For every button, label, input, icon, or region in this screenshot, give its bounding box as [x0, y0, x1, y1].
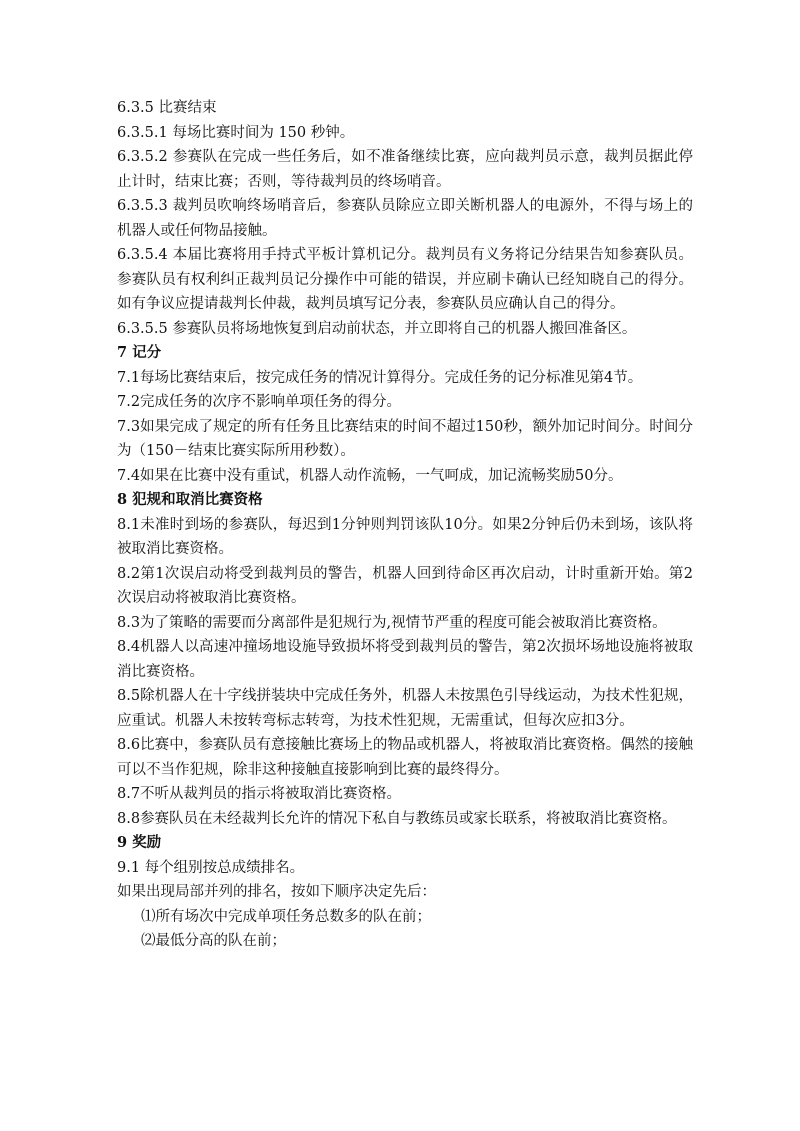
paragraph-7-3: 7.3如果完成了规定的所有任务且比赛结束的时间不超过150秒，额外加记时间分。时间分为（150－结束比赛实际所用秒数）。	[117, 418, 693, 459]
paragraph-7-4: 7.4如果在比赛中没有重试，机器人动作流畅，一气呵成，加记流畅奖励50分。	[117, 467, 623, 484]
paragraph-8-5: 8.5除机器人在十字线拼装块中完成任务外，机器人未按黑色引导线运动，为技术性犯规，应重试。机器人未按转弯标志转弯，为技术性犯规，无需重试，但每次应扣3分。	[117, 688, 693, 729]
paragraph-9-1: 9.1 每个组别按总成绩排名。	[117, 859, 305, 876]
paragraph-6-3-5-1: 6.3.5.1 每场比赛时间为 150 秒钟。	[117, 124, 355, 141]
paragraph-6-3-5-4: 6.3.5.4 本届比赛将用手持式平板计算机记分。裁判员有义务将记分结果告知参赛队员。参赛队员有权利纠正裁判员记分操作中可能的错误，并应刷卡确认已经知晓自己的得分。如有争议应提请裁判长仲裁，裁判员填写记分表，参赛队员应确认自己的得分。	[117, 247, 693, 312]
list-item-tie-rule-2: ⑵最低分高的队在前；	[141, 933, 286, 949]
paragraph-8-7: 8.7不听从裁判员的指示将被取消比赛资格。	[117, 786, 402, 802]
section-heading-8: 8 犯规和取消比赛资格	[117, 491, 263, 508]
paragraph-8-6: 8.6比赛中，参赛队员有意接触比赛场上的物品或机器人，将被取消比赛资格。偶然的接触可以不当作犯规，除非这种接触直接影响到比赛的最终得分。	[117, 737, 693, 778]
paragraph-8-1: 8.1未准时到场的参赛队，每迟到1分钟则判罚该队10分。如果2分钟后仍未到场，该队将被取消比赛资格。	[117, 516, 693, 557]
paragraph-6-3-5-5: 6.3.5.5 参赛队员将场地恢复到启动前状态，并立即将自己的机器人搬回准备区。	[117, 320, 637, 337]
paragraph-8-2: 8.2第1次误启动将受到裁判员的警告，机器人回到待命区再次启动，计时重新开始。第2次误启动将被取消比赛资格。	[117, 565, 693, 606]
paragraph-8-4: 8.4机器人以高速冲撞场地设施导致损坏将受到裁判员的警告，第2次损坏场地设施将被取消比赛资格。	[117, 639, 693, 680]
document-page	[117, 96, 693, 954]
paragraph-9-tie-intro: 如果出现局部并列的排名，按如下顺序决定先后：	[117, 884, 436, 900]
paragraph-7-2: 7.2完成任务的次序不影响单项任务的得分。	[117, 394, 402, 410]
section-heading-6-3-5: 6.3.5 比赛结束	[117, 100, 217, 116]
paragraph-7-1: 7.1每场比赛结束后，按完成任务的情况计算得分。完成任务的记分标准见第4节。	[117, 369, 643, 386]
paragraph-8-3: 8.3为了策略的需要而分离部件是犯规行为,视情节严重的程度可能会被取消比赛资格。	[117, 614, 667, 631]
paragraph-6-3-5-3: 6.3.5.3 裁判员吹响终场哨音后，参赛队员除应立即关断机器人的电源外，不得与场上的机器人或任何物品接触。	[117, 198, 693, 239]
paragraph-6-3-5-2: 6.3.5.2 参赛队在完成一些任务后，如不准备继续比赛，应向裁判员示意，裁判员据此停止计时，结束比赛；否则，等待裁判员的终场哨音。	[117, 149, 693, 190]
section-heading-9: 9 奖励	[117, 834, 162, 851]
paragraph-8-8: 8.8参赛队员在未经裁判长允许的情况下私自与教练员或家长联系，将被取消比赛资格。	[117, 810, 677, 827]
list-item-tie-rule-1: ⑴所有场次中完成单项任务总数多的队在前；	[141, 908, 431, 925]
section-heading-7: 7 记分	[117, 344, 162, 361]
